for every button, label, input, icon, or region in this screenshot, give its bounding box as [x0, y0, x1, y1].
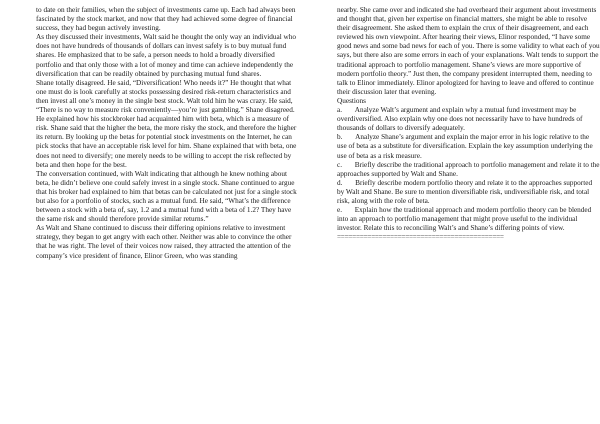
paragraph: As Walt and Shane continued to discuss their differing opinions relative to investment strategy, they began to get angry with each other. Neither was able to convince the other that he was right. The level of their voices now raised, they attracted the attention of the company’s vice president of finance, Elinor Green, who was standing	[36, 224, 292, 260]
left-column	[36, 6, 299, 261]
paragraph: to date on their families, when the subject of investments came up. Each had always been fascinated by the stock market, and now that they had achieved some degree of financial success, they had begun actively investing.	[36, 6, 296, 33]
question-a: a. Analyze Walt’s argument and explain why a mutual fund investment may be overdiversified. Also explain why one does not necessarily have to have hundreds of thousands of dollars to diversify adequately.	[337, 106, 583, 133]
question-b: b. Analyze Shane’s argument and explain the major error in his logic relative to the use of beta as a substitute for diversification. Explain the key assumption underlying the use of beta as a risk measure.	[337, 133, 593, 160]
paragraph: nearby. She came over and indicated she had overheard their argument about investments and thought that, given her expertise on financial matters, she might be able to resolve their disagreement. She asked them to explain the crux of their disagreement, and each reviewed his own viewpoint. After hearing their views, Elinor responded, “I have some good news and some bad news for each of you. There is some validity to what each of you says, but there also are some errors in each of your explanations. Walt tends to support the traditional approach to portfolio management. Shane’s views are more supportive of modern portfolio theory.” Just then, the company president interrupted them, needing to talk to Elinor immediately. Elinor apologized for having to leave and offered to continue their discussion later that evening.	[337, 6, 600, 96]
paragraph: Shane totally disagreed. He said, “Diversification! Who needs it?” He thought that what one must do is look carefully at stocks possessing desired risk-return characteristics and then invest all one’s money in the single best stock. Walt told him he was crazy. He said, “There is no way to measure risk conveniently—you’re just gambling.” Shane disagreed. He explained how his stockbroker had acquainted him with beta, which is a measure of risk. Shane said that the higher the beta, the more risky the stock, and therefore the higher its return. By looking up the betas for potential stock investments on the Internet, he can pick stocks that have an acceptable risk level for him. Shane explained that with beta, one does not need to diversify; one merely needs to be willing to accept the risk reflected by beta and then hope for the best.	[36, 78, 297, 169]
question-c: c. Briefly describe the traditional approach to portfolio management and relate it to the approaches supported by Walt and Shane.	[337, 160, 600, 178]
right-column	[337, 6, 600, 242]
paragraph: As they discussed their investments, Walt said he thought the only way an individual who does not have hundreds of thousands of dollars can invest safely is to buy mutual fund shares. He emphasized that to be safe, a person needs to hold a broadly diversified portfolio and that only those with a lot of money and time can achieve independently the diversification that can be readily obtained by purchasing mutual fund shares.	[36, 33, 297, 78]
question-d: d. Briefly describe modern portfolio theory and relate it to the approaches supported by Walt and Shane. Be sure to mention diversifiable risk, undiversifiable risk, and total risk, along with the role of beta.	[337, 178, 593, 205]
questions-heading: Questions	[337, 96, 366, 105]
paragraph: The conversation continued, with Walt indicating that although he knew nothing about beta, he didn’t believe one could safely invest in a single stock. Shane continued to argue that his broker had explained to him that betas can be calculated not just for a single stock but also for a portfolio of stocks, such as a mutual fund. He said, “What’s the difference between a stock with a beta of, say, 1.2 and a mutual fund with a beta of 1.2? They have the same risk and should therefore provide similar returns.”	[36, 169, 297, 224]
question-e: e. Explain how the traditional approach and modern portfolio theory can be blended into an approach to portfolio management that might prove useful to the individual investor. Relate this to reconciling Walt’s and Shane’s differing points of view.	[337, 206, 592, 233]
separator-rule: ============================================	[337, 233, 504, 242]
